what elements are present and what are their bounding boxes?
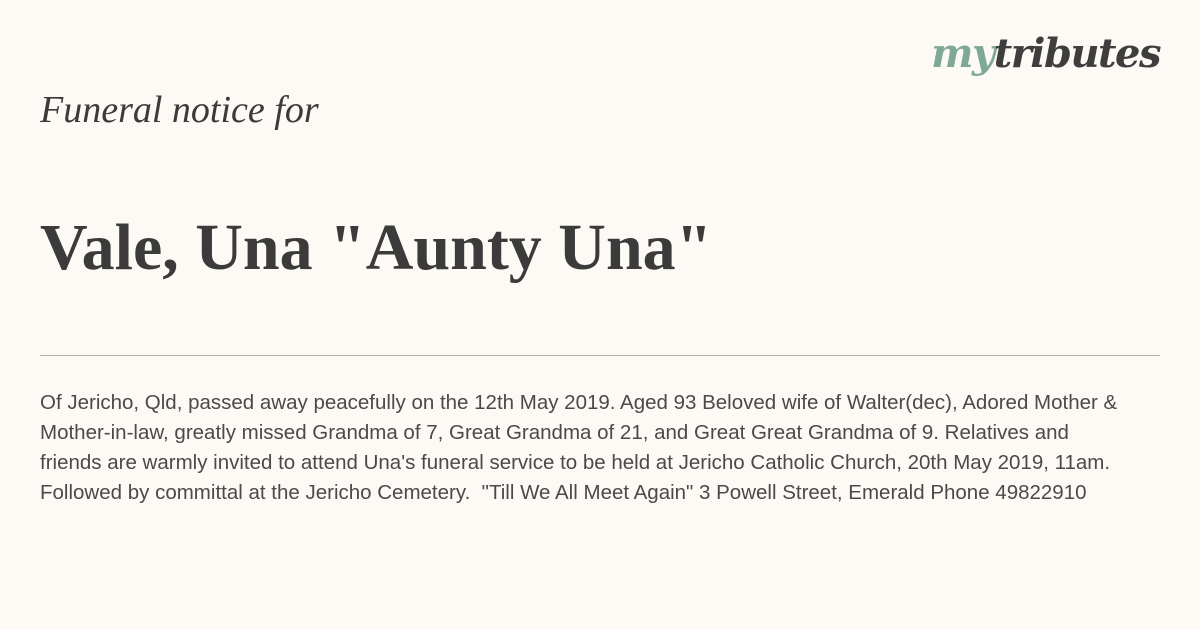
divider [40,355,1160,356]
deceased-name: Vale, Una "Aunty Una" [40,211,713,284]
logo-tributes: tributes [993,30,1160,77]
logo-my: my [931,30,994,77]
notice-body: Of Jericho, Qld, passed away peacefully on the 12th May 2019. Aged 93 Beloved wife of Walter(dec), Adored Mother & Mother-in-law, greatly missed Grandma of 7, Great Grandma of 21, and Great Great Grandma of 9. Relatives and friends are warmly invited to attend Una's funeral service to be held at Jericho Catholic Church, 20th May 2019, 11am. Followed by committal at the Jericho Cemetery. "Till We All Meet Again" 3 Powell Street, Emerald Phone 49822910 [40,391,1123,504]
mytributes-logo[interactable] [931,30,1160,77]
notice-heading: Funeral notice for [40,89,319,131]
